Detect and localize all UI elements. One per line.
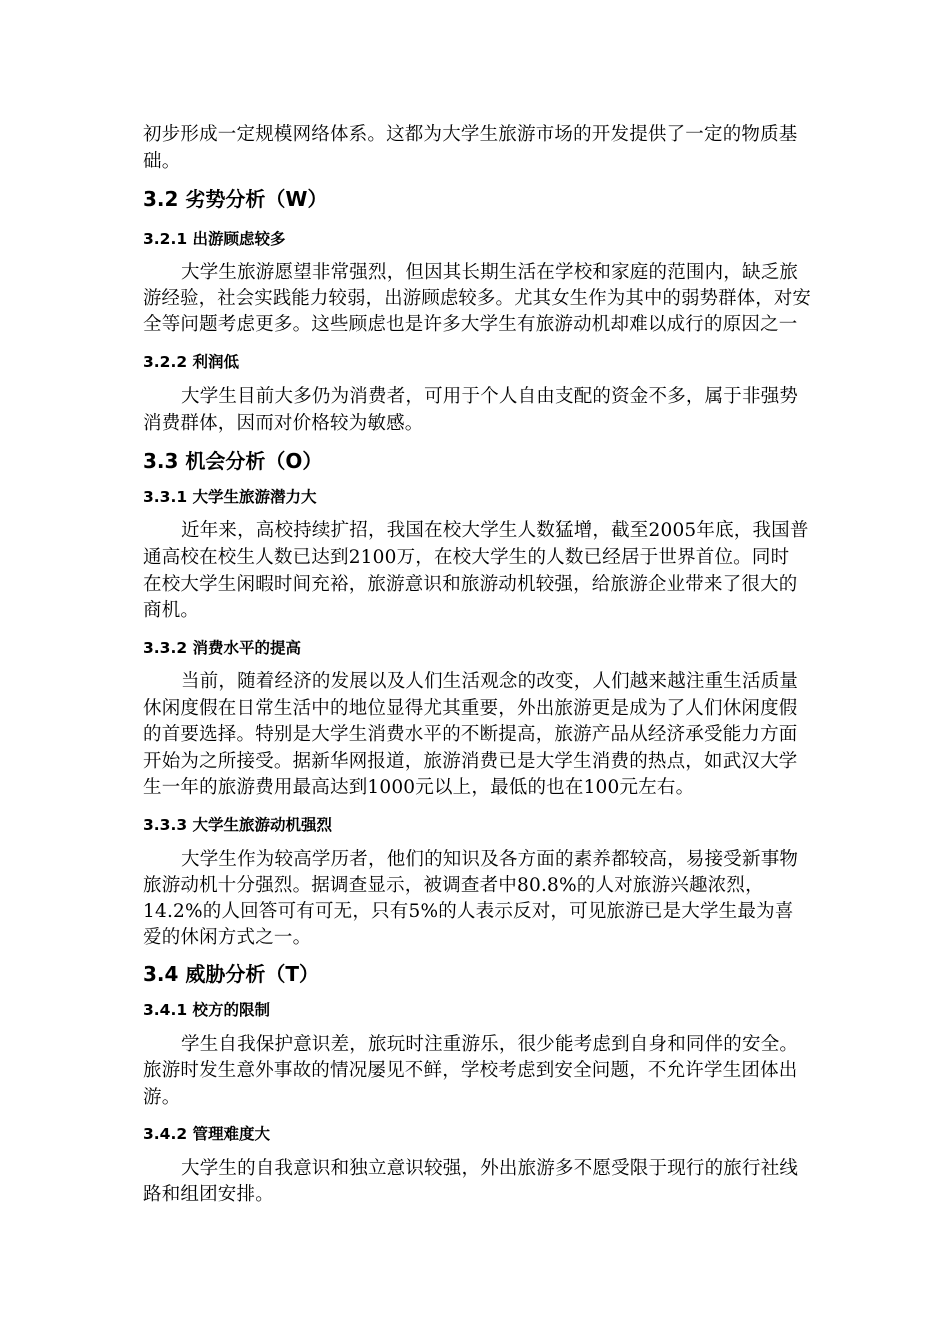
subsection-heading: 3.4.2 管理难度大 [143, 1125, 271, 1143]
paragraph-line: 路和组团安排。 [143, 1184, 274, 1205]
paragraph-line: 大学生目前大多仍为消费者，可用于个人自由支配的资金不多，属于非强势 [181, 386, 799, 407]
paragraph-line: 大学生的自我意识和独立意识较强，外出旅游多不愿受限于现行的旅行社线 [181, 1158, 799, 1179]
subsection-heading: 3.2.2 利润低 [143, 353, 240, 371]
subsection-heading: 3.4.1 校方的限制 [143, 1001, 271, 1019]
paragraph-line: 生一年的旅游费用最高达到1000元以上，最低的也在100元左右。 [143, 777, 695, 798]
paragraph-line: 当前，随着经济的发展以及人们生活观念的改变，人们越来越注重生活质量 [181, 671, 799, 692]
paragraph-line: 通高校在校生人数已达到2100万，在校大学生的人数已经居于世界首位。同时 [143, 547, 790, 568]
paragraph-line: 础。 [143, 151, 181, 172]
paragraph-line: 全等问题考虑更多。这些顾虑也是许多大学生有旅游动机却难以成行的原因之一 [143, 314, 798, 335]
paragraph-line: 旅游动机十分强烈。据调查显示，被调查者中80.8%的人对旅游兴趣浓烈， [143, 875, 764, 896]
paragraph-line: 休闲度假在日常生活中的地位显得尤其重要，外出旅游更是成为了人们休闲度假 [143, 698, 798, 719]
paragraph-line: 近年来，高校持续扩招，我国在校大学生人数猛增，截至2005年底，我国普 [181, 520, 809, 541]
subsection-heading: 3.3.3 大学生旅游动机强烈 [143, 816, 333, 834]
subsection-heading: 3.2.1 出游顾虑较多 [143, 230, 286, 248]
section-heading: 3.2 劣势分析（W） [143, 187, 328, 211]
paragraph-line: 在校大学生闲暇时间充裕，旅游意识和旅游动机较强，给旅游企业带来了很大的 [143, 574, 798, 595]
paragraph-line: 大学生旅游愿望非常强烈，但因其长期生活在学校和家庭的范围内，缺乏旅 [181, 262, 799, 283]
section-heading: 3.4 威胁分析（T） [143, 962, 320, 986]
section-heading: 3.3 机会分析（O） [143, 449, 323, 473]
paragraph-line: 的首要选择。特别是大学生消费水平的不断提高，旅游产品从经济承受能力方面 [143, 724, 798, 745]
paragraph-line: 大学生作为较高学历者，他们的知识及各方面的素养都较高，易接受新事物 [181, 849, 799, 870]
paragraph-line: 消费群体，因而对价格较为敏感。 [143, 413, 424, 434]
paragraph-line: 旅游时发生意外事故的情况屡见不鲜，学校考虑到安全问题，不允许学生团体出 [143, 1060, 798, 1081]
paragraph-line: 商机。 [143, 600, 200, 621]
paragraph-line: 开始为之所接受。据新华网报道，旅游消费已是大学生消费的热点，如武汉大学 [143, 751, 798, 772]
paragraph-line: 游经验，社会实践能力较弱，出游顾虑较多。尤其女生作为其中的弱势群体，对安 [143, 288, 811, 309]
paragraph-line: 初步形成一定规模网络体系。这都为大学生旅游市场的开发提供了一定的物质基 [143, 124, 798, 145]
subsection-heading: 3.3.2 消费水平的提高 [143, 639, 302, 657]
paragraph-line: 14.2%的人回答可有可无，只有5%的人表示反对，可见旅游已是大学生最为喜 [143, 901, 794, 922]
paragraph-line: 爱的休闲方式之一。 [143, 927, 312, 948]
paragraph-line: 游。 [143, 1087, 181, 1108]
paragraph-line: 学生自我保护意识差，旅玩时注重游乐，很少能考虑到自身和同伴的安全。 [181, 1034, 799, 1055]
subsection-heading: 3.3.1 大学生旅游潜力大 [143, 488, 317, 506]
